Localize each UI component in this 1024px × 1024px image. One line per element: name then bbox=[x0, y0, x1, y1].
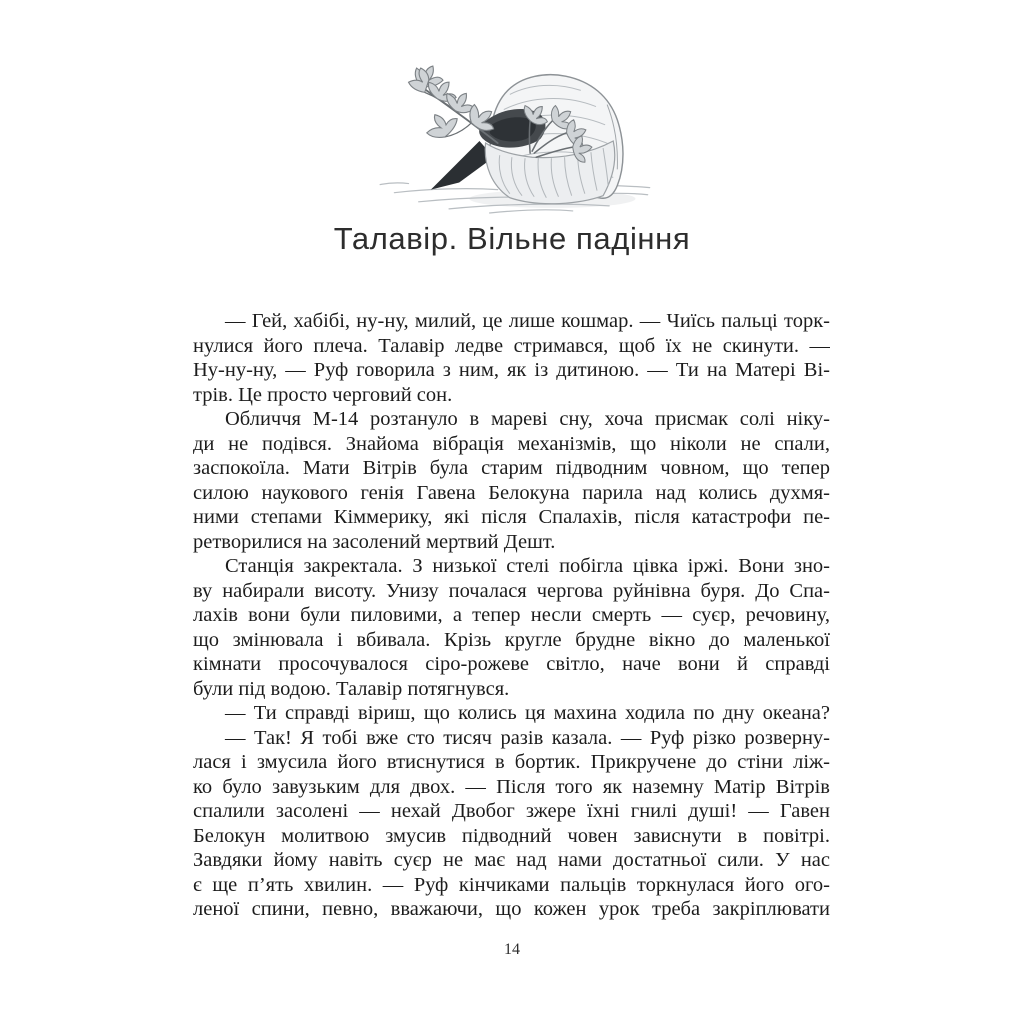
text-line: ретворилися на засолений мертвий Дешт. bbox=[193, 530, 556, 553]
text-line: ди не подівся. Знайома вібрація механізмів, що ніколи не спали, bbox=[193, 432, 830, 455]
helmet-beak bbox=[431, 141, 494, 190]
text-line: спалили засолені — нехай Двобог зжере їхні гнилі душі! — Гавен bbox=[193, 800, 830, 822]
text-line: — Гей, хабібі, ну-ну, милий, це лише кошмар. — Чиїсь пальці торк- bbox=[225, 310, 830, 332]
text-line: лася і змусила його втиснутися в бортик. Прикручене до стіни ліж- bbox=[193, 751, 830, 773]
page-number: 14 bbox=[504, 941, 520, 958]
text-line: ву набирали висоту. Унизу почалася чергова руйнівна буря. До Спа- bbox=[193, 579, 830, 602]
text-line: є ще п’ять хвилин. — Руф кінчиками пальців торкнулася його ого- bbox=[193, 873, 830, 896]
text-line: Завдяки йому навіть суєр не має над нами достатньої сили. У нас bbox=[193, 849, 830, 871]
text-line: — Ти справді віриш, що колись ця махина ходила по дну океана? bbox=[225, 702, 830, 724]
text-line: — Так! Я тобі вже сто тисяч разів казала. — Руф різко розверну- bbox=[225, 726, 830, 749]
text-line: силою наукового генія Гавена Белокуна парила над колись духмя- bbox=[193, 481, 830, 504]
text-line: леної спини, певно, вважаючи, що кожен урок треба закріплювати bbox=[193, 898, 830, 920]
text-line: нулися його плеча. Талавір ледве стримався, щоб їх не скинути. — bbox=[193, 334, 830, 357]
text-line: лахів вони були пиловими, а тепер несли смерть — суєр, речовину, bbox=[193, 604, 830, 626]
text-line: що змінювала і вбивала. Крізь кругле брудне вікно до маленької bbox=[193, 628, 830, 651]
text-line: Белокун молитвою змусив підводний човен зависнути в повітрі. bbox=[193, 824, 830, 847]
text-line: Обличчя М-14 розтануло в мареві сну, хоча присмак солі ніку- bbox=[225, 408, 830, 430]
text-line: ко було завузьким для двох. — Після того як наземну Матір Вітрів bbox=[193, 775, 830, 798]
text-line: були під водою. Талавір потягнувся. bbox=[193, 677, 510, 700]
chapter-title: Талавір. Вільне падіння bbox=[333, 221, 691, 256]
chapter-illustration-helmet-wormwood bbox=[378, 64, 662, 216]
text-line: Ну-ну-ну, — Руф говорила з ним, як із дитиною. — Ти на Матері Ві- bbox=[193, 359, 830, 381]
text-line: кімнати просочувалося сіро-рожеве світло, наче вони й справді bbox=[193, 653, 830, 675]
text-line: заспокоїла. Мати Вітрів була старим підводним човном, що тепер bbox=[193, 457, 830, 479]
text-line: трів. Це просто черговий сон. bbox=[193, 383, 453, 406]
text-line: ними степами Кіммерику, які після Спалахів, після катастрофи пе- bbox=[193, 506, 830, 528]
body-text bbox=[193, 309, 830, 922]
text-line: Станція закректала. З низької стелі побігла цівка іржі. Вони зно- bbox=[225, 555, 830, 577]
